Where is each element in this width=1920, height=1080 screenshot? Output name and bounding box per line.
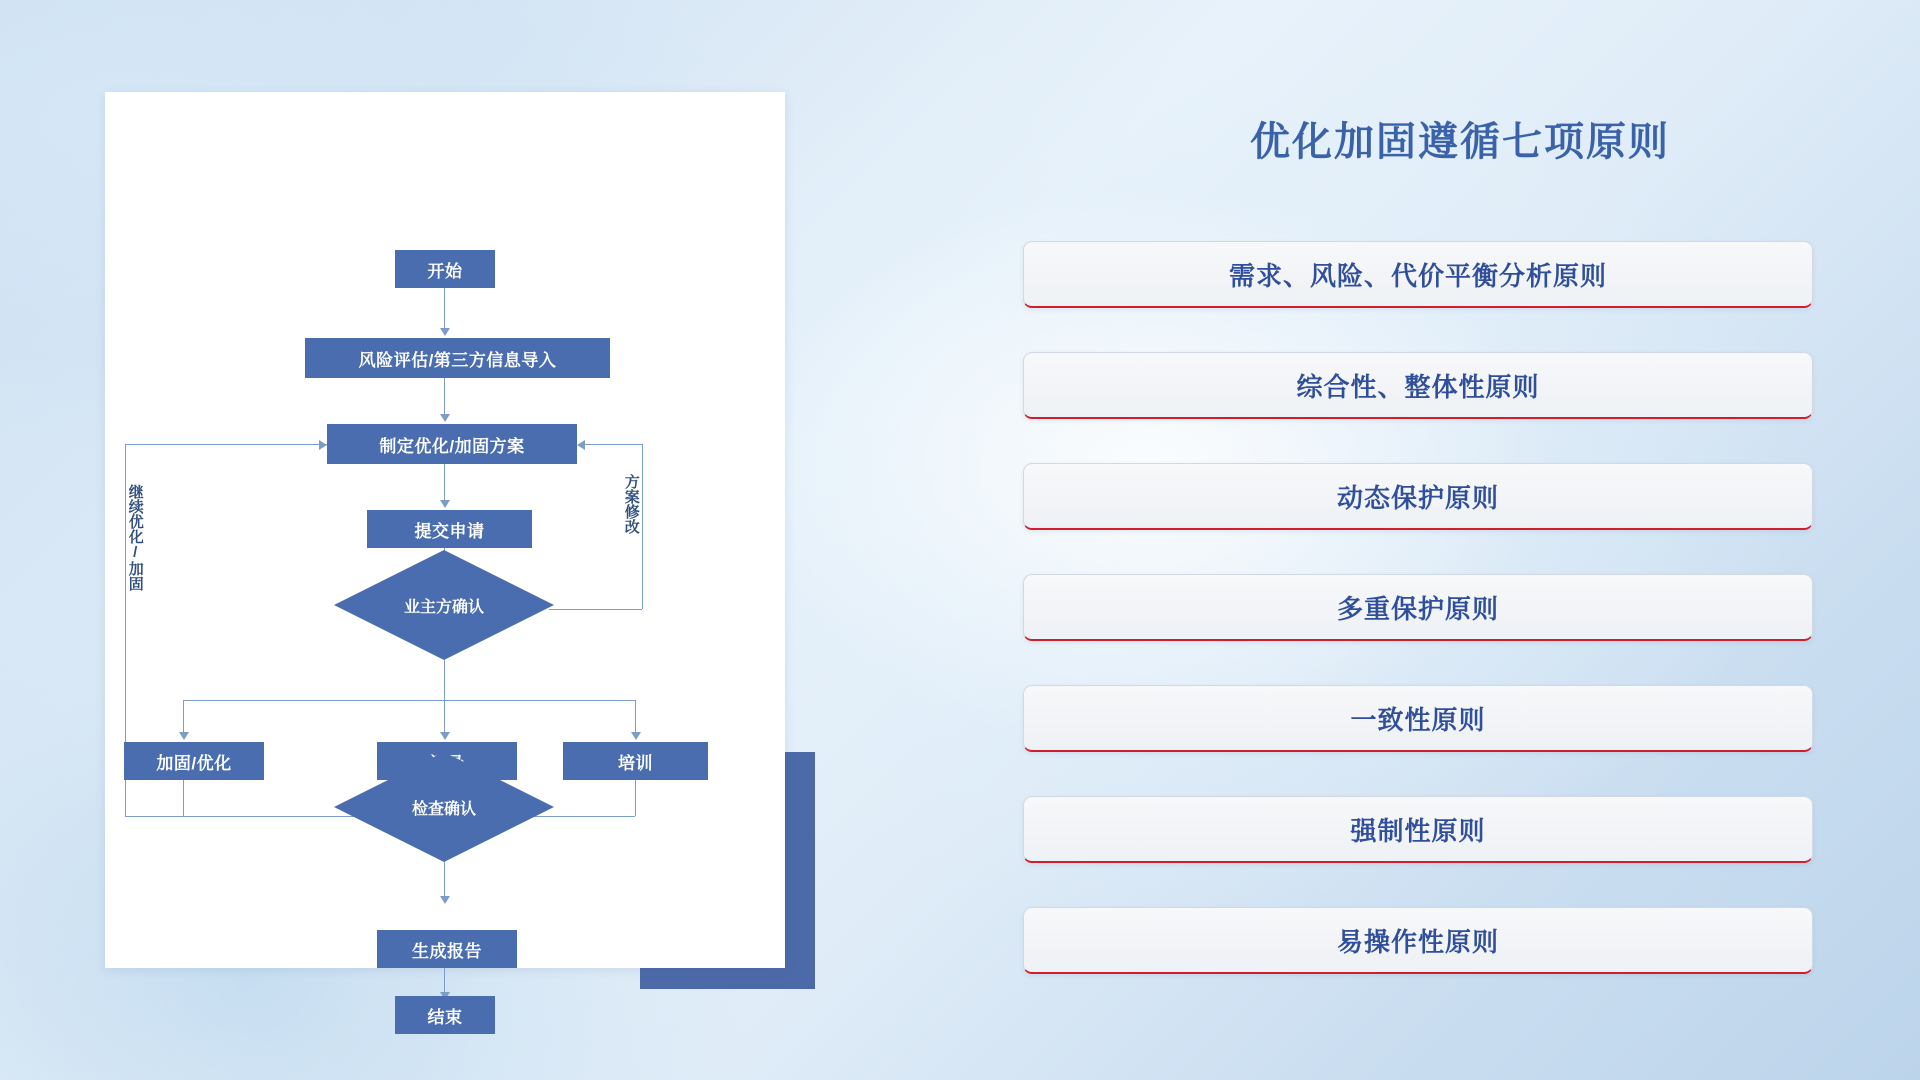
connector-start-to-risk xyxy=(444,288,445,332)
principle-item-3-label: 动态保护原则 xyxy=(1336,482,1499,513)
edge-label-continue-optimize: 继续优化/加固 xyxy=(126,484,144,591)
connector-plan-to-submit xyxy=(444,464,445,504)
principle-item-1-label: 需求、风险、代价平衡分析原则 xyxy=(1228,260,1607,291)
arrow-check-to-report xyxy=(440,896,450,904)
flow-node-owner-confirm[interactable] xyxy=(334,550,554,660)
connector-owner-to-bus xyxy=(444,660,445,700)
principle-item-1[interactable] xyxy=(1023,241,1813,308)
flow-node-training[interactable]: 培训 xyxy=(563,742,708,780)
merge-up-left xyxy=(183,780,184,816)
arrow-loop-right-into-plan xyxy=(577,440,585,450)
flow-node-end[interactable]: 结束 xyxy=(395,996,495,1034)
principle-item-6-label: 强制性原则 xyxy=(1350,815,1486,846)
principle-item-7-label: 易操作性原则 xyxy=(1336,926,1499,957)
flow-node-report[interactable]: 生成报告 xyxy=(377,930,517,968)
flow-node-risk-assessment[interactable]: 风险评估/第三方信息导入 xyxy=(305,338,610,378)
connector-check-to-report xyxy=(444,862,445,900)
flow-node-start[interactable]: 开始 xyxy=(395,250,495,288)
principle-item-2-label: 综合性、整体性原则 xyxy=(1296,371,1540,402)
arrow-plan-to-submit xyxy=(440,500,450,508)
principle-item-2[interactable] xyxy=(1023,352,1813,419)
arrow-loop-left-into-plan xyxy=(319,440,327,450)
flow-node-reinforce[interactable]: 加固/优化 xyxy=(124,742,264,780)
loop-left-top xyxy=(125,444,327,445)
edge-label-plan-revision: 方案修改 xyxy=(622,474,640,534)
principle-item-4-label: 多重保护原则 xyxy=(1336,593,1499,624)
connector-risk-to-plan xyxy=(444,378,445,418)
right-panel-title: 优化加固遵循七项原则 xyxy=(1250,120,1670,164)
principle-item-5[interactable] xyxy=(1023,685,1813,752)
flow-node-check-confirm-label: 检查确认 xyxy=(411,800,476,818)
flowchart-card xyxy=(105,92,785,1027)
merge-up-right xyxy=(635,780,636,816)
arrow-risk-to-plan xyxy=(440,414,450,422)
arrow-branch-right xyxy=(631,732,641,740)
loop-right-bottom xyxy=(549,609,642,610)
arrow-branch-left xyxy=(179,732,189,740)
arrow-start-to-risk xyxy=(440,328,450,336)
loop-right-vertical xyxy=(642,444,643,609)
flow-node-check-confirm[interactable] xyxy=(334,752,554,862)
arrow-branch-center xyxy=(440,732,450,740)
principle-item-4[interactable] xyxy=(1023,574,1813,641)
loop-right-top xyxy=(585,444,642,445)
flow-node-owner-confirm-label: 业主方确认 xyxy=(403,598,484,616)
branch-bus-top xyxy=(183,700,635,701)
flow-node-submit[interactable]: 提交申请 xyxy=(367,510,532,548)
flow-node-plan[interactable]: 制定优化/加固方案 xyxy=(327,424,577,464)
principle-item-5-label: 一致性原则 xyxy=(1350,704,1486,735)
principle-item-6[interactable] xyxy=(1023,796,1813,863)
principle-item-3[interactable] xyxy=(1023,463,1813,530)
principle-item-7[interactable] xyxy=(1023,907,1813,974)
